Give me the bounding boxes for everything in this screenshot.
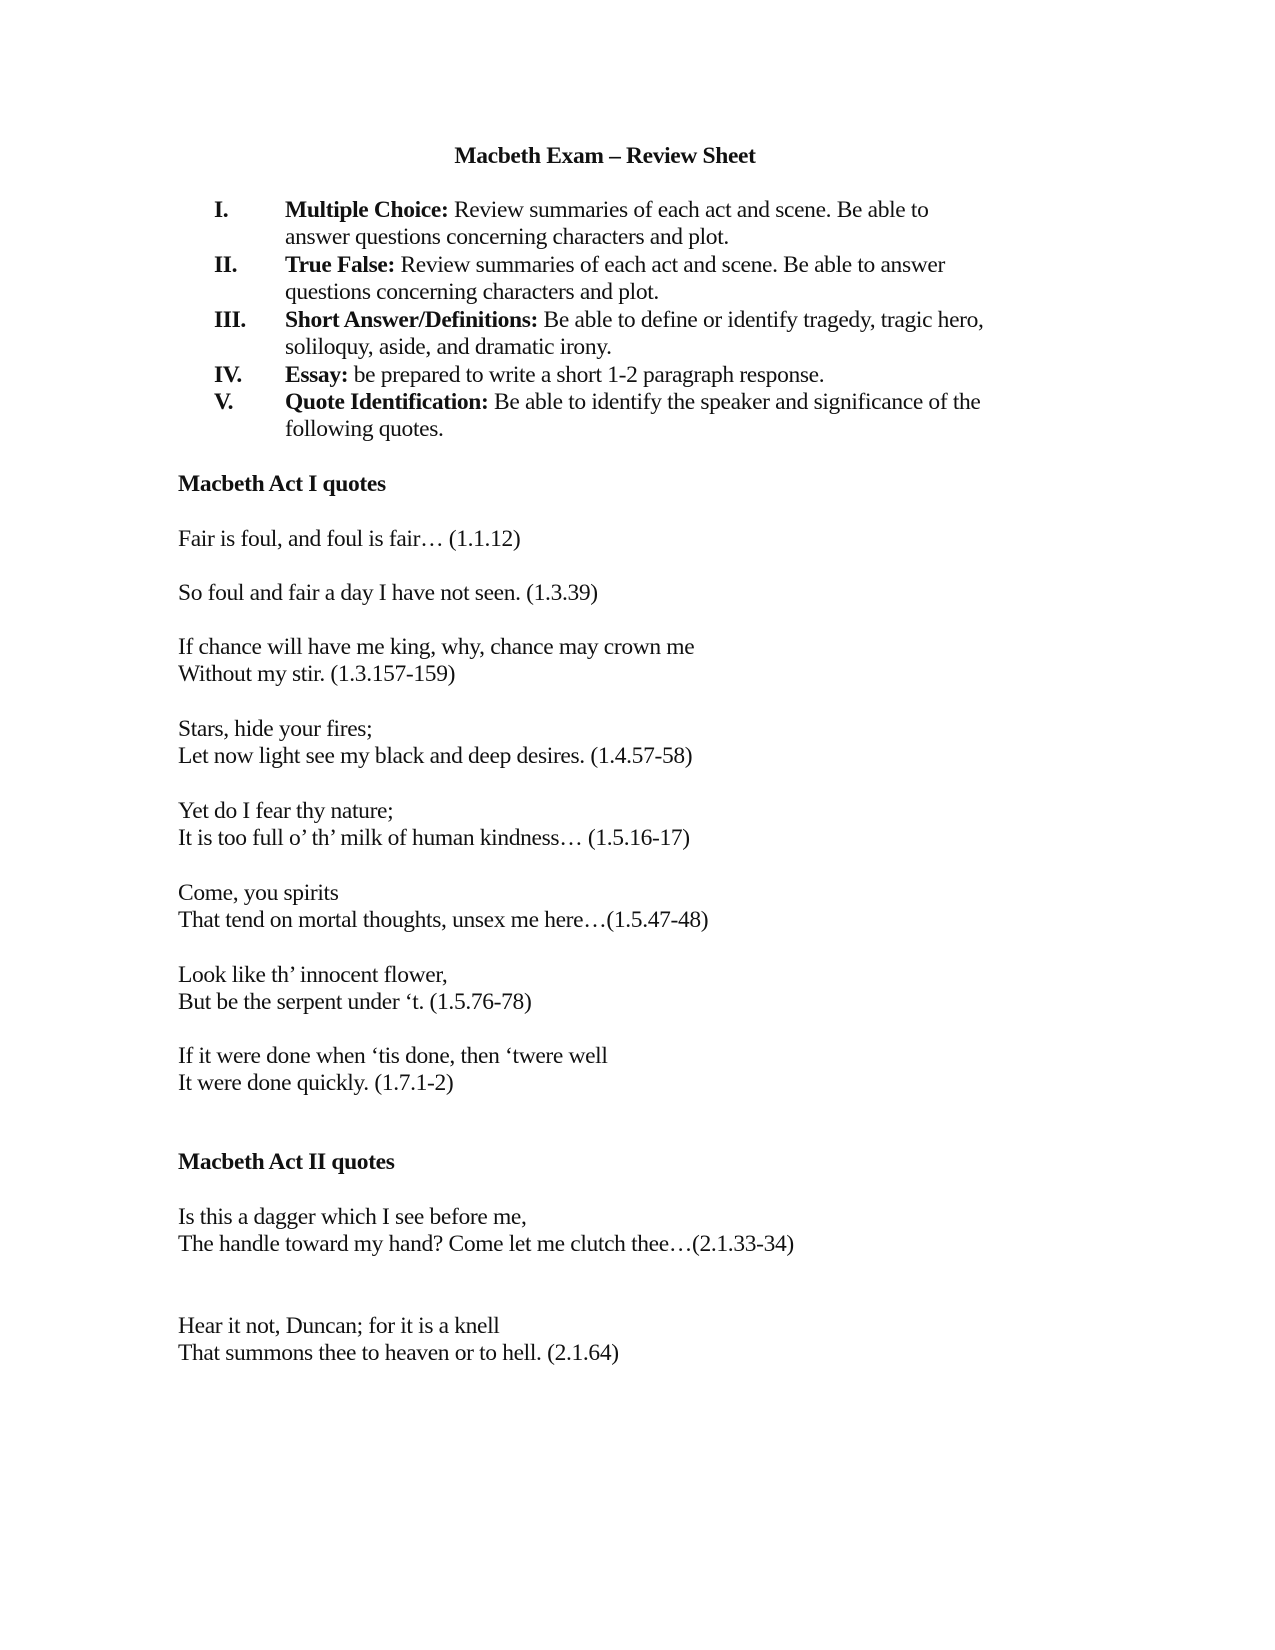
page-title: Macbeth Exam – Review Sheet	[454, 143, 756, 169]
quote	[178, 526, 520, 553]
quote-line: So foul and fair a day I have not seen. (1.3.39)	[178, 580, 598, 606]
quote-line: That summons thee to heaven or to hell. (2.1.64)	[178, 1340, 619, 1367]
quote-line: That tend on mortal thoughts, unsex me here…(1.5.47-48)	[178, 907, 709, 934]
quote	[178, 1204, 794, 1259]
section-label: Quote Identification:	[285, 389, 489, 415]
section-number: II.	[214, 252, 238, 278]
quote	[178, 962, 531, 1017]
section-text: Review summaries of each act and scene. Be able to answer	[394, 252, 945, 278]
quote	[178, 716, 692, 771]
section-text: Be able to identify the speaker and significance of the	[488, 389, 981, 415]
section-label: Essay:	[285, 362, 349, 388]
quote-line: Look like th’ innocent flower,	[178, 962, 448, 988]
quote-line: The handle toward my hand? Come let me clutch thee…(2.1.33-34)	[178, 1231, 794, 1258]
act1-heading: Macbeth Act I quotes	[178, 471, 386, 497]
quote-line: Stars, hide your fires;	[178, 716, 373, 742]
quote	[178, 580, 598, 607]
section-label: True False:	[285, 252, 395, 278]
quote-line: If chance will have me king, why, chance may crown me	[178, 634, 695, 660]
quote-line: If it were done when ‘tis done, then ‘twere well	[178, 1043, 608, 1069]
section-text: answer questions concerning characters and plot.	[285, 224, 729, 251]
section-text: Review summaries of each act and scene. Be able to	[448, 197, 929, 223]
quote	[178, 798, 690, 853]
section-item	[285, 197, 928, 252]
quote-line: Hear it not, Duncan; for it is a knell	[178, 1313, 500, 1339]
quote-line: Without my stir. (1.3.157-159)	[178, 661, 456, 688]
quote	[178, 1313, 619, 1368]
section-item	[285, 389, 981, 444]
quote	[178, 1043, 608, 1098]
section-text: be prepared to write a short 1-2 paragraph response.	[348, 362, 825, 388]
section-item	[285, 252, 945, 307]
section-label: Multiple Choice:	[285, 197, 449, 223]
section-number: IV.	[214, 362, 242, 388]
quote-line: It is too full o’ th’ milk of human kindness… (1.5.16-17)	[178, 825, 690, 852]
section-text: questions concerning characters and plot.	[285, 279, 659, 306]
section-item	[285, 307, 984, 362]
quote-line: But be the serpent under ‘t. (1.5.76-78)	[178, 989, 532, 1016]
quote-line: Fair is foul, and foul is fair… (1.1.12)	[178, 526, 521, 552]
section-number: V.	[214, 389, 234, 415]
section-label: Short Answer/Definitions:	[285, 307, 539, 333]
section-item	[285, 362, 824, 389]
section-text: following quotes.	[285, 416, 444, 443]
section-text: soliloquy, aside, and dramatic irony.	[285, 334, 612, 361]
quote-line: It were done quickly. (1.7.1-2)	[178, 1070, 454, 1097]
quote-line: Is this a dagger which I see before me,	[178, 1204, 527, 1230]
quote	[178, 880, 708, 935]
quote-line: Come, you spirits	[178, 880, 339, 906]
section-number: I.	[214, 197, 229, 223]
quote-line: Yet do I fear thy nature;	[178, 798, 394, 824]
quote	[178, 634, 694, 689]
quote-line: Let now light see my black and deep desires. (1.4.57-58)	[178, 743, 693, 770]
section-text: Be able to define or identify tragedy, tragic hero,	[538, 307, 984, 333]
act2-heading: Macbeth Act II quotes	[178, 1149, 395, 1175]
section-number: III.	[214, 307, 246, 333]
